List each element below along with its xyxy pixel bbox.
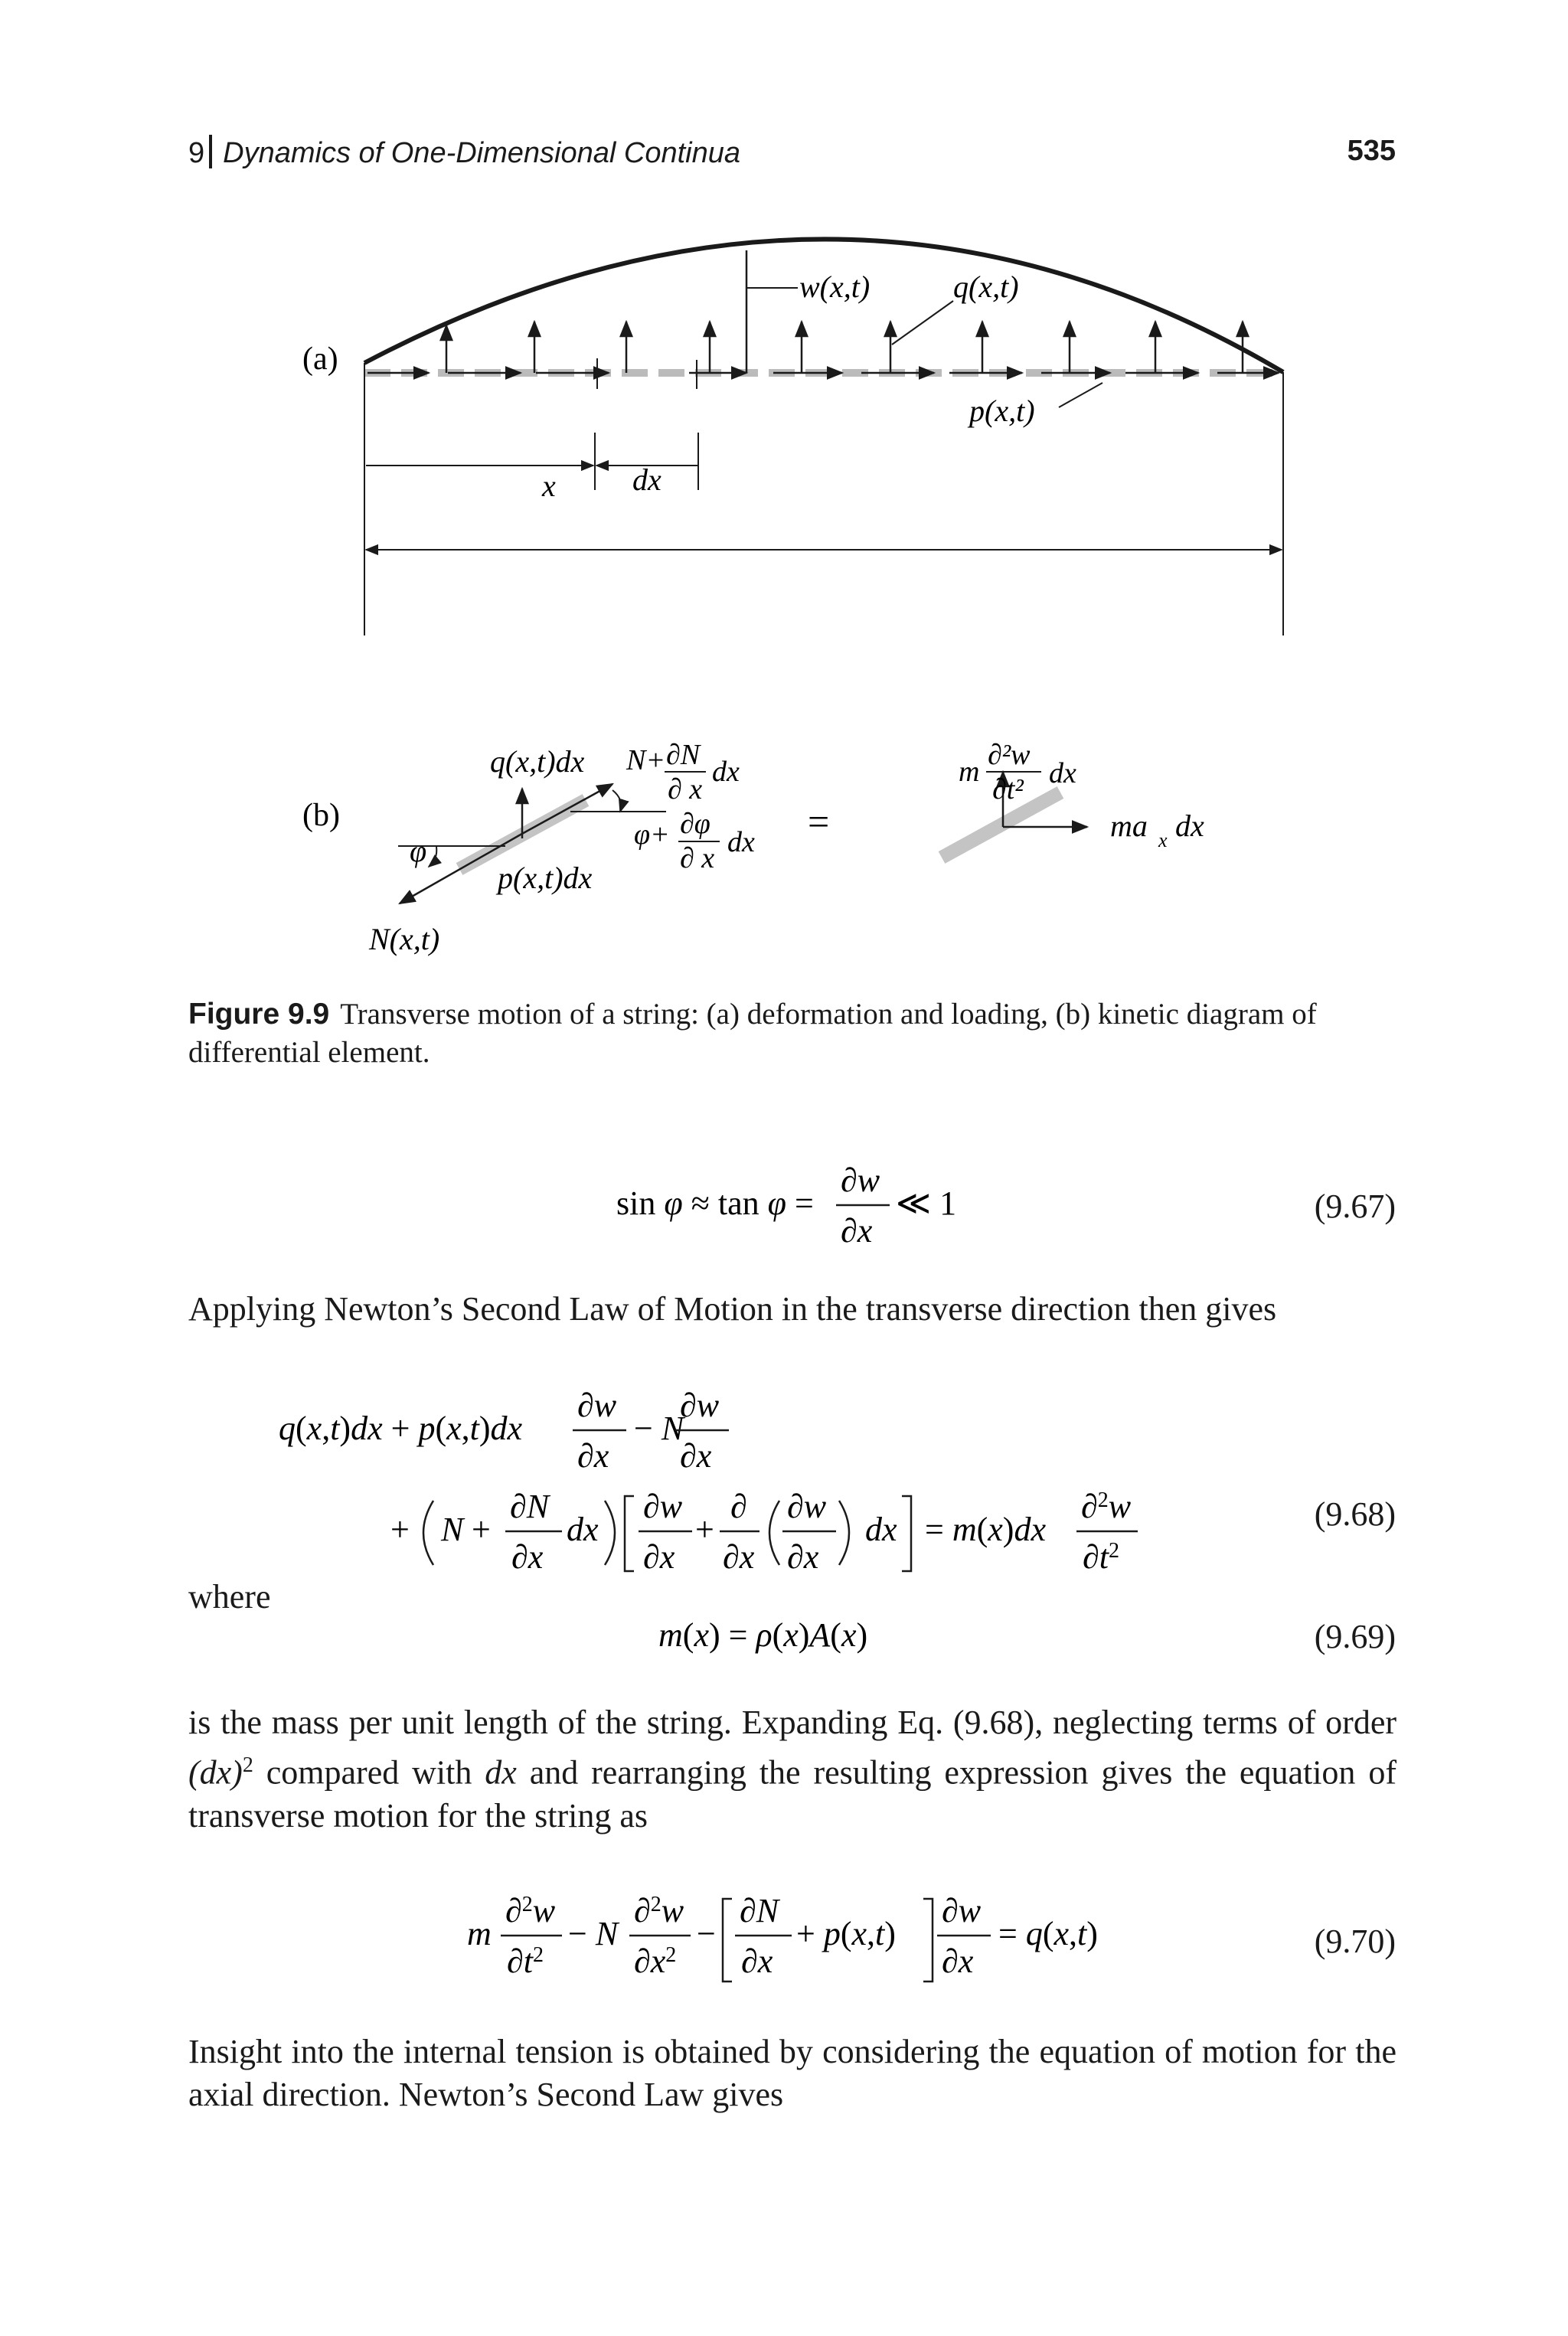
svg-text:sin φ ≈ tan φ =: sin φ ≈ tan φ = <box>616 1184 814 1222</box>
svg-text:= q(x,t): = q(x,t) <box>998 1915 1098 1952</box>
svg-text:∂t2: $\partial t^2$ <box>1083 1538 1119 1576</box>
svg-text:∂t²: ∂t² <box>992 773 1024 805</box>
w-label: w(x,t) <box>799 270 871 304</box>
paragraph-newton-transverse: Applying Newton’s Second Law of Motion in the transverse direction then gives <box>188 1290 1277 1328</box>
N-plus-dN-arrow <box>521 784 612 835</box>
svg-text:∂2w: ∂$^2$w <box>505 1892 556 1929</box>
svg-text:q(x,t)dx + p(x,t)dx: q(x,t)dx + p(x,t)dx <box>279 1410 523 1447</box>
svg-text:∂w: ∂w <box>942 1892 982 1929</box>
p-label: p(x,t) <box>969 394 1035 428</box>
svg-text:∂N: ∂N <box>510 1488 550 1525</box>
phi-label: φ <box>410 834 427 868</box>
equation-number-9-68: (9.68) <box>1314 1495 1396 1533</box>
paragraph-mass-per-length <box>188 1701 1396 1838</box>
svg-text:− N: − N <box>634 1410 684 1447</box>
figure-caption <box>188 995 1396 1072</box>
panel-a-label: (a) <box>302 341 338 377</box>
N-plus-dN-label <box>626 739 740 805</box>
svg-text:−: − <box>697 1915 716 1952</box>
svg-text:m(x) = ρ(x)A(x): m(x) = ρ(x)A(x) <box>658 1616 868 1654</box>
svg-text:∂N: ∂N <box>740 1892 779 1929</box>
x-label: x <box>542 469 556 503</box>
svg-text:∂w: ∂w <box>787 1488 827 1525</box>
svg-text:∂²w: ∂²w <box>988 739 1031 771</box>
svg-text:dx: dx <box>865 1511 897 1548</box>
figure-9-9 <box>0 0 1568 995</box>
svg-text:m: m <box>467 1915 492 1952</box>
svg-text:∂2w: ∂$^2$w <box>1081 1488 1132 1525</box>
svg-text:∂w: ∂w <box>841 1161 880 1199</box>
dx-label: dx <box>632 462 662 497</box>
para2-part-d: compared with <box>253 1753 485 1792</box>
svg-text:∂φ: ∂φ <box>680 808 710 840</box>
svg-text:+: + <box>390 1511 410 1548</box>
equation-number-9-69: (9.69) <box>1314 1618 1396 1655</box>
svg-text:∂t2: $\partial t^2$ <box>507 1942 544 1980</box>
svg-text:∂w: ∂w <box>680 1387 720 1424</box>
svg-text:N+: N+ <box>626 744 665 776</box>
svg-text:N: N <box>441 1511 464 1548</box>
svg-text:∂2w: ∂$^2$w <box>634 1892 684 1929</box>
svg-text:∂x2: $\partial x^2$ <box>634 1942 677 1980</box>
q-label: q(x,t) <box>953 270 1019 304</box>
svg-text:+: + <box>472 1511 491 1548</box>
svg-text:∂w: ∂w <box>643 1488 683 1525</box>
svg-text:x: x <box>1158 829 1168 851</box>
caption-text: Transverse motion of a string: (a) deformation and loading, (b) kinetic diagram of differential element. <box>188 998 1317 1069</box>
svg-text:ma: ma <box>1110 809 1148 843</box>
phi-plus-dphi-label <box>634 808 755 874</box>
equals-sign: = <box>808 800 830 843</box>
q-dx-label: q(x,t)dx <box>490 744 585 779</box>
svg-text:− N: − N <box>568 1915 619 1952</box>
para2-dx-2: dx <box>485 1753 517 1792</box>
p-dx-label: p(x,t)dx <box>498 861 593 895</box>
where-label: where <box>188 1578 271 1616</box>
phi-arc-left <box>429 847 436 867</box>
svg-text:∂: ∂ <box>730 1488 747 1525</box>
transverse-load-arrows <box>446 322 1243 373</box>
svg-text:∂x: ∂x <box>680 1437 712 1475</box>
panel-b-label: (b) <box>302 798 340 833</box>
svg-text:≪ 1: ≪ 1 <box>896 1184 957 1222</box>
para2-part-a: is the mass per unit length of the string. Expanding Eq. (9.68), neglecting terms of order <box>188 1704 1396 1741</box>
q-leader <box>892 301 953 345</box>
caption-label: Figure 9.9 <box>188 998 330 1031</box>
svg-text:m: m <box>959 756 980 788</box>
svg-text:∂x: ∂x <box>577 1437 609 1475</box>
svg-text:dx: dx <box>712 756 740 788</box>
para2-exponent: 2 <box>242 1753 253 1777</box>
panel-a <box>302 239 1283 635</box>
inertia-axial-label <box>1110 809 1204 851</box>
svg-text:∂ x: ∂ x <box>668 773 703 805</box>
svg-text:∂N: ∂N <box>666 739 701 771</box>
equation-number-9-67: (9.67) <box>1314 1188 1396 1225</box>
svg-text:dx: dx <box>727 826 755 858</box>
svg-text:∂x: ∂x <box>741 1942 773 1980</box>
chapter-title: Dynamics of One-Dimensional Continua <box>223 137 740 169</box>
svg-text:+: + <box>695 1511 714 1548</box>
svg-text:dx: dx <box>567 1511 599 1548</box>
para2-dx: (dx) <box>188 1753 243 1792</box>
svg-text:+ p(x,t): + p(x,t) <box>796 1915 896 1952</box>
svg-text:∂x: ∂x <box>787 1538 819 1576</box>
svg-text:∂w: ∂w <box>577 1387 617 1424</box>
N-label: N(x,t) <box>369 922 440 956</box>
svg-text:∂x: ∂x <box>643 1538 675 1576</box>
equation-9-68 <box>0 1363 1568 1593</box>
svg-text:dx: dx <box>1175 809 1204 843</box>
paragraph-internal-tension: Insight into the internal tension is obtained by considering the equation of motion for the axial direction. Newton’s Second Law gives <box>188 2033 1396 2113</box>
svg-text:∂ x: ∂ x <box>680 842 715 874</box>
p-leader <box>1059 383 1102 407</box>
string-curve <box>364 239 1283 372</box>
equation-number-9-70: (9.70) <box>1314 1923 1396 1960</box>
chapter-number: 9 <box>188 137 205 169</box>
page-number: 535 <box>1347 135 1396 167</box>
phi-arc-right <box>612 790 621 812</box>
svg-text:∂x: ∂x <box>511 1538 544 1576</box>
svg-text:∂x: ∂x <box>723 1538 755 1576</box>
svg-text:φ+: φ+ <box>634 818 670 851</box>
svg-text:dx: dx <box>1049 757 1076 789</box>
svg-text:= m(x)dx: = m(x)dx <box>925 1511 1046 1548</box>
svg-text:∂x: ∂x <box>841 1212 873 1250</box>
para2-part-f: and rearranging the resulting expression gives the equation of transverse motion for the string as <box>188 1753 1396 1834</box>
svg-text:∂x: ∂x <box>942 1942 974 1980</box>
panel-b <box>302 739 1204 956</box>
